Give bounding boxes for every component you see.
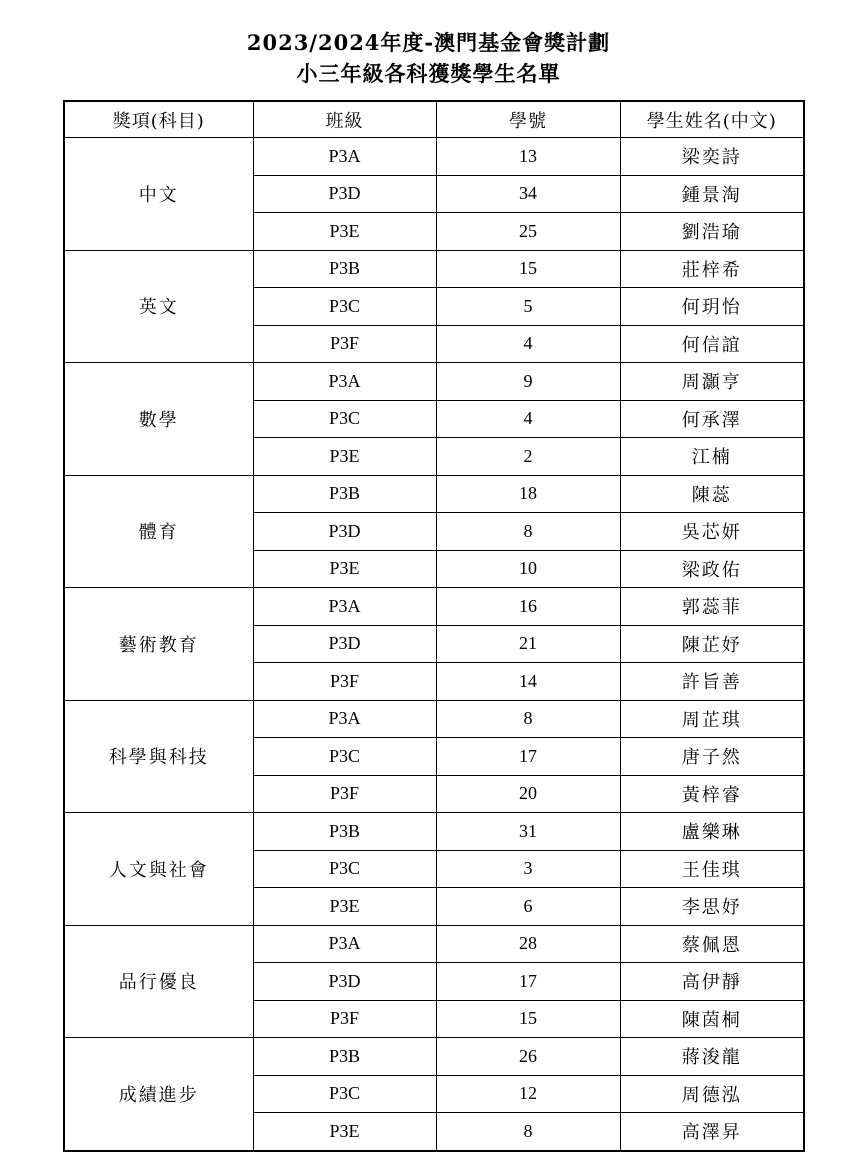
document-title: 2023/2024年度-澳門基金會獎計劃 (246, 30, 611, 55)
class-cell: P3B (253, 1038, 436, 1076)
student-name-cell: 陳蕊 (620, 475, 804, 513)
student-number-cell: 8 (436, 1113, 620, 1151)
class-cell: P3E (253, 888, 436, 926)
table-row (64, 925, 804, 963)
student-number-cell: 17 (436, 963, 620, 1001)
student-name-cell: 唐子然 (620, 738, 804, 776)
class-cell: P3C (253, 400, 436, 438)
class-cell: P3A (253, 925, 436, 963)
class-cell: P3F (253, 325, 436, 363)
student-name-cell: 吳芯妍 (620, 513, 804, 551)
student-name-cell: 何信誼 (620, 325, 804, 363)
student-number-cell: 26 (436, 1038, 620, 1076)
award-subject-cell: 品行優良 (64, 925, 253, 1038)
award-subject-cell: 體育 (64, 475, 253, 588)
header-award-subject: 獎項(科目) (64, 101, 253, 138)
student-number-cell: 8 (436, 700, 620, 738)
student-number-cell: 9 (436, 363, 620, 401)
student-number-cell: 34 (436, 175, 620, 213)
award-subject-cell: 藝術教育 (64, 588, 253, 701)
student-number-cell: 21 (436, 625, 620, 663)
header-class: 班級 (253, 101, 436, 138)
class-cell: P3B (253, 475, 436, 513)
header-student-name: 學生姓名(中文) (620, 101, 804, 138)
student-number-cell: 2 (436, 438, 620, 476)
class-cell: P3D (253, 513, 436, 551)
student-number-cell: 16 (436, 588, 620, 626)
award-subject-cell: 中文 (64, 138, 253, 251)
table-row (64, 363, 804, 401)
table-row (64, 475, 804, 513)
award-table (63, 100, 805, 1152)
class-cell: P3F (253, 775, 436, 813)
student-name-cell: 何玥怡 (620, 288, 804, 326)
student-name-cell: 陳芷妤 (620, 625, 804, 663)
student-number-cell: 6 (436, 888, 620, 926)
student-name-cell: 何承澤 (620, 400, 804, 438)
student-name-cell: 高伊靜 (620, 963, 804, 1001)
student-name-cell: 蔡佩恩 (620, 925, 804, 963)
student-name-cell: 周芷琪 (620, 700, 804, 738)
student-name-cell: 周德泓 (620, 1075, 804, 1113)
table-body (64, 138, 804, 1151)
student-number-cell: 4 (436, 325, 620, 363)
class-cell: P3D (253, 625, 436, 663)
class-cell: P3C (253, 850, 436, 888)
table-row (64, 700, 804, 738)
class-cell: P3C (253, 1075, 436, 1113)
student-name-cell: 許旨善 (620, 663, 804, 701)
student-name-cell: 李思妤 (620, 888, 804, 926)
student-number-cell: 18 (436, 475, 620, 513)
header-student-number: 學號 (436, 101, 620, 138)
class-cell: P3A (253, 138, 436, 176)
student-name-cell: 江楠 (620, 438, 804, 476)
class-cell: P3C (253, 288, 436, 326)
student-name-cell: 鍾景淘 (620, 175, 804, 213)
student-name-cell: 莊梓希 (620, 250, 804, 288)
student-number-cell: 5 (436, 288, 620, 326)
award-subject-cell: 科學與科技 (64, 700, 253, 813)
student-number-cell: 15 (436, 250, 620, 288)
student-number-cell: 28 (436, 925, 620, 963)
student-number-cell: 10 (436, 550, 620, 588)
class-cell: P3F (253, 1000, 436, 1038)
class-cell: P3D (253, 175, 436, 213)
student-number-cell: 13 (436, 138, 620, 176)
class-cell: P3A (253, 700, 436, 738)
student-number-cell: 17 (436, 738, 620, 776)
table-row (64, 588, 804, 626)
class-cell: P3E (253, 438, 436, 476)
student-number-cell: 12 (436, 1075, 620, 1113)
student-name-cell: 周灝亨 (620, 363, 804, 401)
student-name-cell: 盧樂琳 (620, 813, 804, 851)
class-cell: P3E (253, 1113, 436, 1151)
student-number-cell: 25 (436, 213, 620, 251)
class-cell: P3A (253, 363, 436, 401)
student-number-cell: 31 (436, 813, 620, 851)
student-number-cell: 20 (436, 775, 620, 813)
student-number-cell: 3 (436, 850, 620, 888)
table-row (64, 250, 804, 288)
student-number-cell: 14 (436, 663, 620, 701)
document-subtitle: 小三年級各科獲獎學生名單 (296, 61, 561, 86)
table-row (64, 138, 804, 176)
student-name-cell: 高澤昇 (620, 1113, 804, 1151)
class-cell: P3E (253, 213, 436, 251)
student-name-cell: 黃梓睿 (620, 775, 804, 813)
student-name-cell: 劉浩瑜 (620, 213, 804, 251)
student-number-cell: 8 (436, 513, 620, 551)
class-cell: P3B (253, 250, 436, 288)
class-cell: P3B (253, 813, 436, 851)
class-cell: P3F (253, 663, 436, 701)
student-number-cell: 15 (436, 1000, 620, 1038)
table-header-row (64, 101, 804, 138)
student-name-cell: 王佳琪 (620, 850, 804, 888)
class-cell: P3E (253, 550, 436, 588)
student-name-cell: 梁奕詩 (620, 138, 804, 176)
award-subject-cell: 成績進步 (64, 1038, 253, 1151)
table-row (64, 1038, 804, 1076)
student-name-cell: 郭蕊菲 (620, 588, 804, 626)
student-name-cell: 蔣浚龍 (620, 1038, 804, 1076)
award-subject-cell: 人文與社會 (64, 813, 253, 926)
class-cell: P3D (253, 963, 436, 1001)
class-cell: P3C (253, 738, 436, 776)
table-row (64, 813, 804, 851)
class-cell: P3A (253, 588, 436, 626)
student-name-cell: 梁政佑 (620, 550, 804, 588)
student-number-cell: 4 (436, 400, 620, 438)
student-name-cell: 陳茵桐 (620, 1000, 804, 1038)
award-subject-cell: 英文 (64, 250, 253, 363)
award-subject-cell: 數學 (64, 363, 253, 476)
